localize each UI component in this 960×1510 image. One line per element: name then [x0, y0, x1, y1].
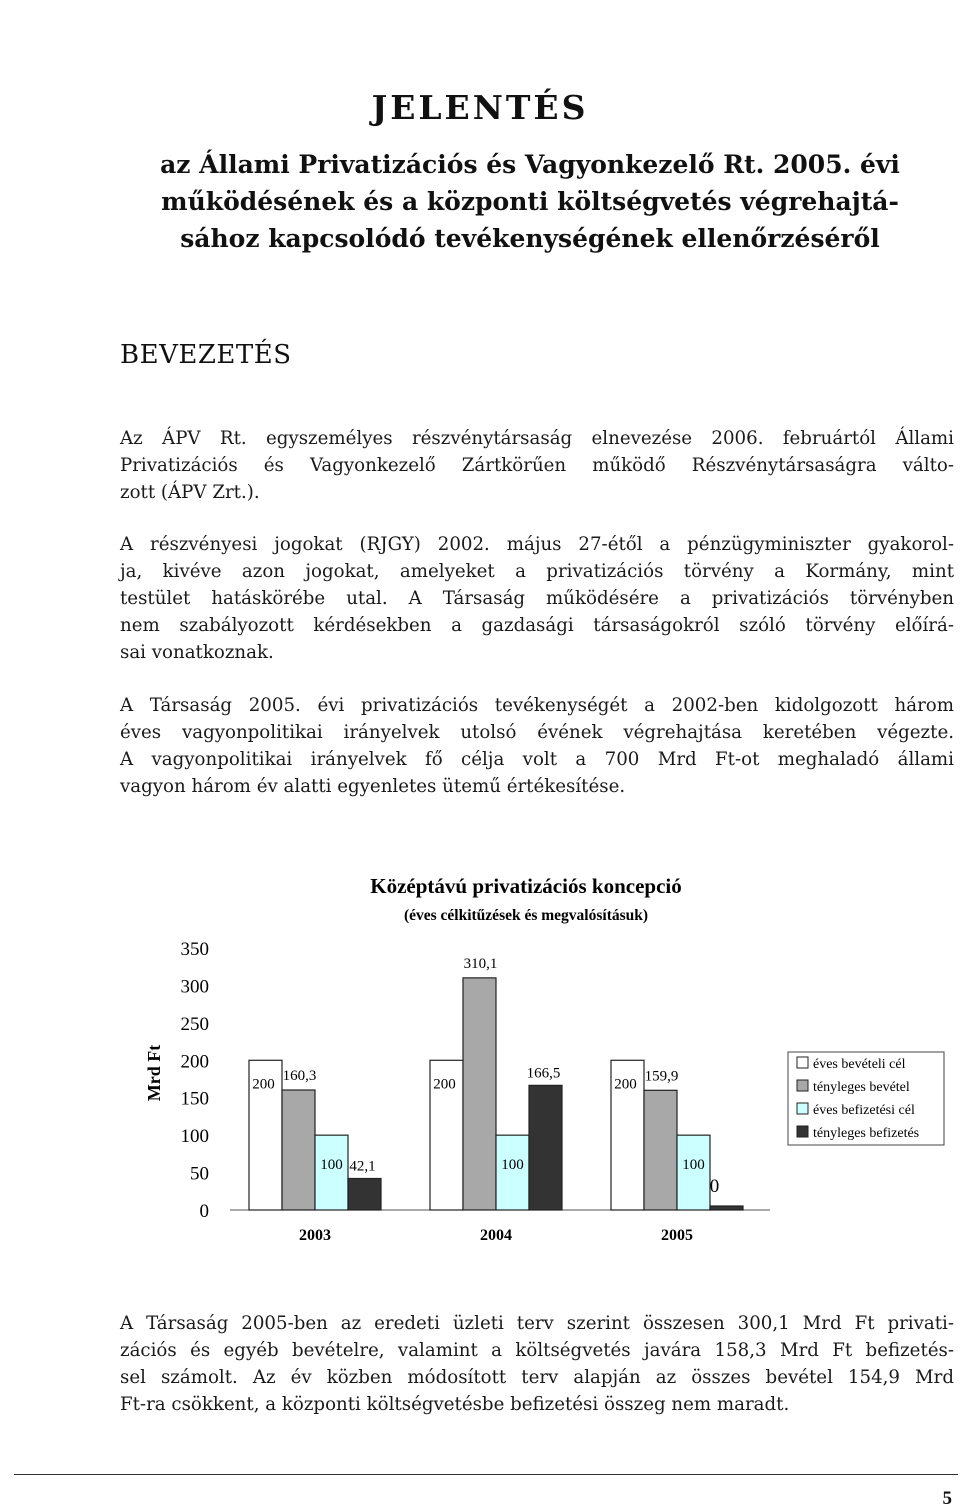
legend-swatch [797, 1080, 808, 1091]
y-tick-label: 300 [180, 976, 209, 998]
bar [463, 978, 496, 1210]
paragraph-line: Ft-ra csökkent, a központi költségvetésbe befizetési összeg nem maradt. [120, 1394, 790, 1415]
bar-value-label: 42,1 [349, 1158, 376, 1175]
y-tick-label: 200 [180, 1051, 209, 1073]
legend-label: éves bevételi cél [813, 1057, 906, 1072]
paragraph-line: nem szabályozott kérdésekben a gazdasági társaságokról szóló törvény előírá- [120, 615, 954, 636]
paragraph-line: zációs és egyéb bevételre, valamint a költségvetés javára 158,3 Mrd Ft befizetés- [120, 1340, 954, 1361]
bar [644, 1090, 677, 1210]
legend-label: tényleges befizetés [813, 1126, 920, 1141]
bar [710, 1206, 743, 1210]
paragraph-line: testület hatáskörébe utal. A Társaság működésére a privatizációs törvényben [120, 588, 954, 609]
x-tick-label: 2004 [480, 1227, 512, 1244]
footer-divider [14, 1474, 958, 1475]
subtitle-line: az Állami Privatizációs és Vagyonkezelő Rt. 2005. évi [160, 150, 900, 179]
subtitle-line: működésének és a központi költségvetés végrehajtá- [161, 187, 899, 216]
bar-value-label: 100 [682, 1157, 705, 1174]
subtitle-line: sához kapcsolódó tevékenységének ellenőrzéséről [180, 224, 880, 253]
x-tick-label: 2005 [661, 1227, 693, 1244]
y-tick-label: 0 [199, 1201, 209, 1222]
bar-value-label: 100 [501, 1157, 524, 1174]
legend-swatch [797, 1126, 808, 1137]
x-axis-labels [299, 1227, 693, 1244]
y-tick-label: 250 [180, 1013, 209, 1035]
chart-title: Középtávú privatizációs koncepció [370, 874, 682, 898]
chart-subtitle: (éves célkitűzések és megvalósításuk) [403, 907, 649, 924]
paragraph-intro [120, 425, 954, 506]
y-tick-label: 350 [180, 939, 209, 960]
bar [529, 1085, 562, 1210]
paragraph-line: A Társaság 2005. évi privatizációs tevékenységét a 2002-ben kidolgozott három [120, 695, 954, 716]
paragraph-line: A vagyonpolitikai irányelvek fő célja volt a 700 Mrd Ft-ot meghaladó állami [120, 749, 954, 770]
chart-svg [0, 860, 960, 1260]
legend-label: éves befizetési cél [813, 1103, 915, 1118]
legend-swatch [797, 1057, 808, 1068]
y-tick-label: 100 [180, 1126, 209, 1148]
x-tick-label: 2003 [299, 1227, 331, 1244]
bar-value-label: 160,3 [282, 1068, 317, 1085]
bar-value-label: 159,9 [644, 1068, 679, 1085]
paragraph-rights [120, 531, 954, 666]
bar-value-label: 200 [252, 1076, 275, 1093]
paragraph-line: éves vagyonpolitikai irányelvek utolsó évének végrehajtása keretében végezte. [120, 722, 954, 743]
bar-value-label: 200 [614, 1076, 637, 1093]
bar-value-label: 200 [433, 1076, 456, 1093]
paragraph-activity [120, 692, 954, 800]
paragraph-line: vagyon három év alatti egyenletes ütemű értékesítése. [120, 776, 626, 797]
bar [282, 1090, 315, 1210]
paragraph-line: A Társaság 2005-ben az eredeti üzleti terv szerint összesen 300,1 Mrd Ft privati- [120, 1313, 954, 1334]
paragraph-line: sel számolt. Az év közben módosított terv alapján az összes bevétel 154,9 Mrd [120, 1367, 954, 1388]
chart-ylabel: Mrd Ft [144, 1044, 164, 1102]
bar [348, 1178, 381, 1210]
privatization-chart [0, 860, 960, 1260]
y-tick-label: 50 [190, 1163, 209, 1185]
paragraph-line: A részvényesi jogokat (RJGY) 2002. május 27-étől a pénzügyminiszter gyakorol- [120, 534, 954, 555]
page-number: 5 [942, 1488, 952, 1509]
section-heading: BEVEZETÉS [120, 340, 292, 370]
report-title: JELENTÉS [371, 88, 589, 127]
paragraph-line: Az ÁPV Rt. egyszemélyes részvénytársaság elnevezése 2006. februártól Állami [120, 428, 954, 449]
bar-value-label: 310,1 [463, 955, 498, 972]
legend-label: tényleges bevétel [813, 1080, 910, 1095]
paragraph-line: zott (ÁPV Zrt.). [120, 482, 260, 503]
bar-value-label: 100 [320, 1157, 343, 1174]
chart-bars [249, 978, 743, 1210]
report-subtitle [118, 146, 942, 257]
paragraph-line: Privatizációs és Vagyonkezelő Zártkörűen működő Részvénytársaságra válto- [120, 455, 954, 476]
y-tick-label: 150 [180, 1088, 209, 1110]
paragraph-line: ja, kivéve azon jogokat, amelyeket a privatizációs törvény a Kormány, mint [120, 561, 954, 582]
paragraph-plan [120, 1310, 954, 1418]
bar-value-label: 0 [709, 1176, 720, 1197]
y-axis-ticks [181, 939, 210, 1222]
chart-legend [788, 1052, 944, 1145]
legend-swatch [797, 1103, 808, 1114]
paragraph-line: sai vonatkoznak. [120, 642, 274, 663]
bar-value-label: 166,5 [526, 1065, 561, 1082]
